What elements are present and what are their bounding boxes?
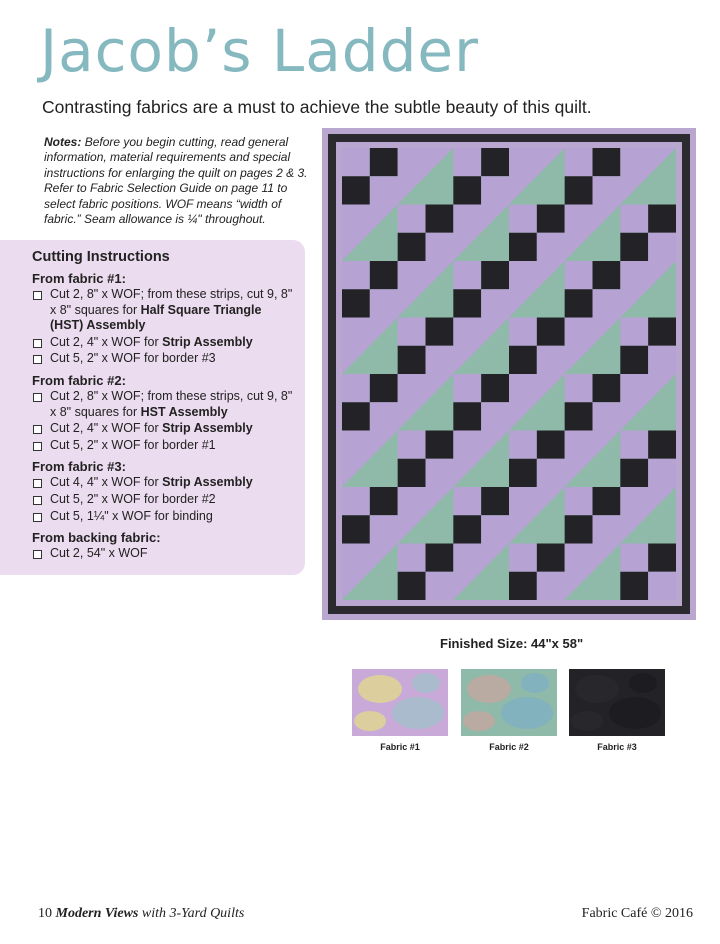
four-patch-square [370,402,398,430]
four-patch-square [453,176,481,204]
cutting-item-bold: HST Assembly [140,404,228,419]
four-patch-square [593,148,621,176]
checkbox-icon [33,291,42,300]
cutting-item-plain: Cut 2, 54" x WOF [50,546,148,561]
fabric-1-swatch [352,669,448,736]
finished-size: Finished Size: 44"x 58" [440,636,584,651]
four-patch-square [620,346,648,374]
book-title-italic: with 3-Yard Quilts [141,906,245,921]
four-patch-square [453,487,481,515]
four-patch-square [398,346,426,374]
four-patch-square [481,515,509,543]
four-patch-square [620,459,648,487]
four-patch-square [426,459,454,487]
four-patch-square [648,205,676,233]
fabric-2-swatch [461,669,557,736]
cutting-item-plain: Cut 2, 8" x WOF; from these strips, cut 9, 8" x 8" squares for [50,287,293,317]
footer-book-reference [38,906,244,922]
four-patch-square [370,148,398,176]
cutting-item-plain: Cut 5, 2" x WOF for border #3 [50,351,216,366]
cutting-group-title: From backing fabric: [32,530,161,546]
four-patch-square [342,261,370,289]
four-patch-square [426,318,454,346]
checkbox-icon [33,425,42,434]
four-patch-square [509,572,537,600]
cutting-item-plain: Cut 5, 2" x WOF for border #2 [50,491,216,506]
four-patch-square [565,402,593,430]
four-patch-square [342,148,370,176]
swatch-pattern [629,673,657,693]
four-patch-square [620,318,648,346]
notes-label: Notes: [44,135,82,149]
four-patch-square [370,515,398,543]
four-patch-square [370,176,398,204]
cutting-item-plain: Cut 5, 2" x WOF for border #1 [50,437,216,452]
four-patch-square [481,261,509,289]
fabric-3-label: Fabric #3 [597,742,637,752]
four-patch-square [481,402,509,430]
cutting-item-plain: Cut 2, 4" x WOF for [50,334,163,349]
four-patch-square [593,176,621,204]
swatch-pattern [463,711,495,731]
cutting-item-plain: Cut 2, 8" x WOF; from these strips, cut 9, 8" x 8" squares for [50,388,293,419]
fabric-1-label: Fabric #1 [380,742,420,752]
cutting-item-plain: Cut 2, 4" x WOF for [50,421,163,436]
four-patch-square [398,459,426,487]
book-title-bold: Modern Views [55,906,139,921]
four-patch-square [342,402,370,430]
four-patch-square [426,346,454,374]
four-patch-square [509,205,537,233]
checkbox-icon [33,479,42,488]
four-patch-square [426,233,454,261]
four-patch-square [509,459,537,487]
four-patch-square [593,487,621,515]
four-patch-square [453,374,481,402]
four-patch-square [509,318,537,346]
cutting-group [8,373,295,453]
four-patch-square [593,261,621,289]
four-patch-square [509,233,537,261]
four-patch-square [537,318,565,346]
cutting-item-text [50,438,216,454]
four-patch-square [509,544,537,572]
swatch-pattern [392,697,444,729]
four-patch-square [620,233,648,261]
four-patch-square [453,261,481,289]
cutting-item [32,509,295,525]
notes-paragraph [44,135,314,227]
four-patch-square [648,318,676,346]
swatch-pattern [467,675,511,703]
cutting-item [32,335,295,351]
cutting-item-text [50,492,216,508]
four-patch-square [620,205,648,233]
checkbox-icon [33,513,42,522]
four-patch-square [537,544,565,572]
cutting-item-text [50,509,213,525]
cutting-item [32,421,295,437]
four-patch-square [648,233,676,261]
quilt-illustration [322,128,696,620]
cutting-item-bold: Strip Assembly [162,334,253,349]
four-patch-square [398,431,426,459]
cutting-item-plain: Cut 5, 1¼" x WOF for binding [50,508,213,523]
four-patch-square [453,148,481,176]
cutting-item [32,546,295,562]
checkbox-icon [33,442,42,451]
four-patch-square [426,544,454,572]
cutting-group-title: From fabric #1: [32,271,126,286]
four-patch-square [342,487,370,515]
four-patch-square [453,289,481,317]
swatch-pattern [575,675,619,703]
fabric-3-swatch [569,669,665,736]
four-patch-square [398,205,426,233]
four-patch-square [342,374,370,402]
cutting-group [8,271,295,367]
four-patch-square [342,176,370,204]
cutting-item [32,287,295,334]
four-patch-square [370,261,398,289]
four-patch-square [565,261,593,289]
swatch-pattern [358,675,402,703]
cutting-item-text [50,389,295,420]
cutting-item-bold: Strip Assembly [162,475,253,490]
cutting-instructions-panel [0,240,305,575]
cutting-item-text [50,351,216,367]
four-patch-square [593,515,621,543]
four-patch-square [648,572,676,600]
checkbox-icon [33,496,42,505]
cutting-group-title: From fabric #2: [32,372,126,388]
notes-text: Before you begin cutting, read general information, material requirements and special instructions for enlarging the quilt on pages 2 & 3. Refer to Fabric Selection Guide on page 11 to select fabric positions. WOF means “width of fabric.” Seam allowance is ¼" throughout. [44,135,308,227]
four-patch-square [481,176,509,204]
four-patch-square [342,515,370,543]
page-subtitle: Contrasting fabrics are a must to achieve the subtle beauty of this quilt. [42,97,592,117]
four-patch-square [537,459,565,487]
cutting-item-bold: Half Square Triangle (HST) Assembly [50,302,262,333]
cutting-item-plain: Cut 4, 4" x WOF for [50,475,163,490]
page-number: 10 [38,906,52,921]
cutting-item-text [50,475,253,491]
checkbox-icon [33,393,42,402]
four-patch-square [398,318,426,346]
fabric-2-label: Fabric #2 [489,742,529,752]
cutting-item-text [50,335,253,351]
four-patch-square [398,572,426,600]
cutting-item-text [50,546,148,562]
four-patch-square [342,289,370,317]
four-patch-square [398,233,426,261]
cutting-item [32,438,295,454]
four-patch-square [620,544,648,572]
cutting-item [32,475,295,491]
four-patch-square [537,233,565,261]
four-patch-square [509,346,537,374]
four-patch-square [620,431,648,459]
cutting-group [8,530,295,562]
cutting-item [32,389,295,420]
four-patch-square [593,402,621,430]
cutting-item-text [50,421,253,437]
four-patch-square [593,289,621,317]
page-title: Jacob’s Ladder [40,17,479,85]
four-patch-square [481,487,509,515]
four-patch-square [370,374,398,402]
four-patch-square [537,431,565,459]
four-patch-square [398,544,426,572]
four-patch-square [481,148,509,176]
four-patch-square [370,487,398,515]
four-patch-square [565,289,593,317]
four-patch-square [537,205,565,233]
swatch-pattern [609,697,661,729]
four-patch-square [537,572,565,600]
four-patch-square [509,431,537,459]
four-patch-square [453,515,481,543]
four-patch-square [648,431,676,459]
cutting-item-bold: Strip Assembly [162,421,253,436]
four-patch-square [426,205,454,233]
swatch-pattern [354,711,386,731]
cutting-group [8,459,295,524]
four-patch-square [648,346,676,374]
cutting-groups [8,271,295,562]
swatch-pattern [501,697,553,729]
cutting-item [32,492,295,508]
four-patch-square [648,459,676,487]
four-patch-square [620,572,648,600]
four-patch-square [426,431,454,459]
four-patch-square [481,374,509,402]
four-patch-square [565,148,593,176]
four-patch-square [537,346,565,374]
cutting-group-title: From fabric #3: [32,459,126,475]
checkbox-icon [33,550,42,559]
checkbox-icon [33,339,42,348]
four-patch-square [565,487,593,515]
swatch-pattern [571,711,603,731]
four-patch-square [593,374,621,402]
four-patch-square [481,289,509,317]
four-patch-square [565,515,593,543]
swatch-pattern [521,673,549,693]
four-patch-square [370,289,398,317]
cutting-heading: Cutting Instructions [32,249,170,265]
four-patch-square [648,544,676,572]
cutting-item [32,351,295,367]
four-patch-square [453,402,481,430]
cutting-item-text [50,287,295,334]
four-patch-square [565,176,593,204]
four-patch-square [565,374,593,402]
four-patch-square [426,572,454,600]
footer-copyright: Fabric Café © 2016 [581,906,693,921]
swatch-pattern [412,673,440,693]
checkbox-icon [33,355,42,364]
